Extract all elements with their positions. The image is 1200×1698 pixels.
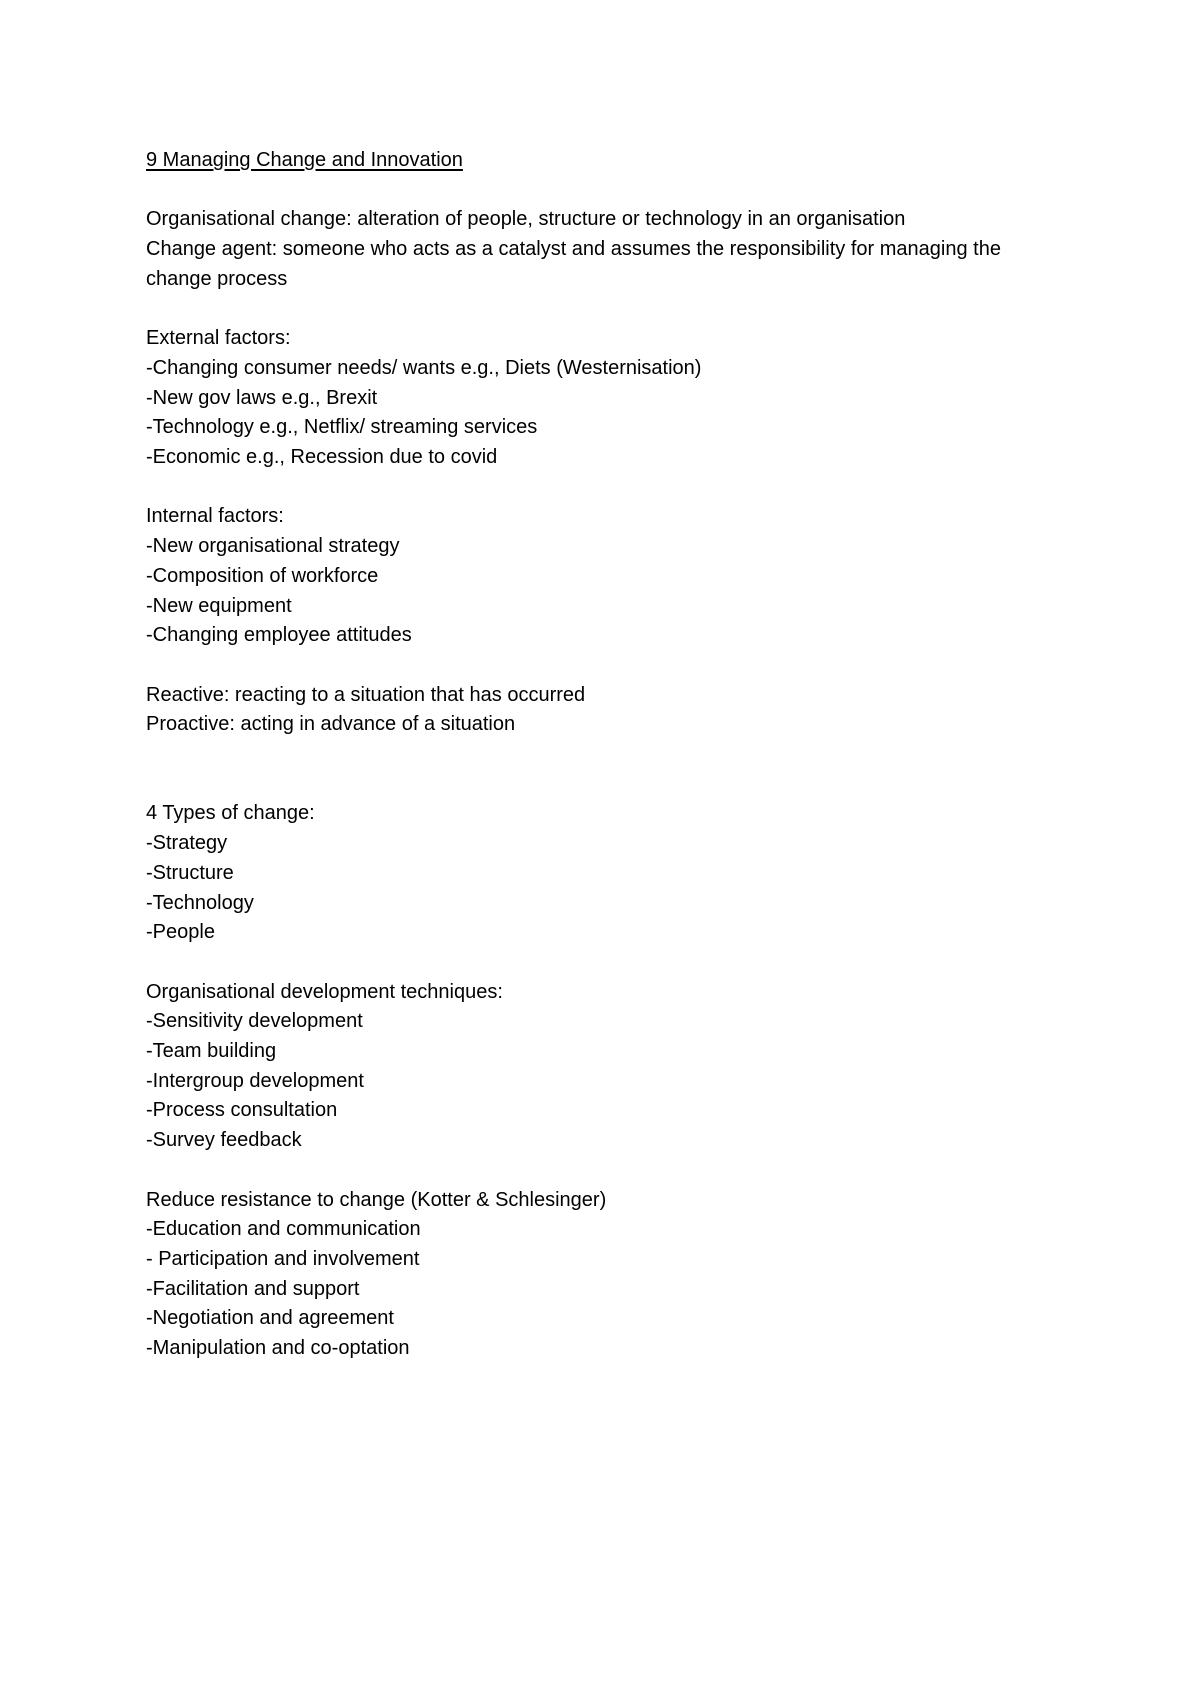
list-item: -Survey feedback <box>146 1129 302 1152</box>
list-item: -Composition of workforce <box>146 564 379 587</box>
list-item: -Process consultation <box>146 1099 338 1122</box>
list-item: -Manipulation and co-optation <box>146 1337 410 1360</box>
reduce-resistance-section <box>146 1186 1066 1364</box>
list-item: -New gov laws e.g., Brexit <box>146 386 378 409</box>
reactive-definition: Reactive: reacting to a situation that has occurred <box>146 683 586 706</box>
list-item: -Technology e.g., Netflix/ streaming services <box>146 416 538 439</box>
list-item: -Education and communication <box>146 1218 421 1241</box>
list-item: -New equipment <box>146 594 292 617</box>
list-item: -Structure <box>146 861 234 884</box>
reduce-resistance-heading: Reduce resistance to change (Kotter & Schlesinger) <box>146 1188 607 1211</box>
list-item: -Facilitation and support <box>146 1277 360 1300</box>
od-techniques-heading: Organisational development techniques: <box>146 980 503 1003</box>
approaches-section <box>146 681 1066 740</box>
list-item: -New organisational strategy <box>146 535 400 558</box>
types-of-change-heading: 4 Types of change: <box>146 802 315 825</box>
list-item: - Participation and involvement <box>146 1247 420 1270</box>
definition-change-agent: Change agent: someone who acts as a catalyst and assumes the responsibility for managing the change process <box>146 238 1007 290</box>
list-item: -Changing consumer needs/ wants e.g., Diets (Westernisation) <box>146 356 702 379</box>
list-item: -People <box>146 921 215 944</box>
list-item: -Strategy <box>146 832 228 855</box>
definition-organisational-change: Organisational change: alteration of people, structure or technology in an organisation <box>146 208 906 231</box>
internal-factors-heading: Internal factors: <box>146 505 284 528</box>
internal-factors-section <box>146 502 1066 651</box>
document-body <box>146 146 1066 1393</box>
types-of-change-section <box>146 799 1066 948</box>
list-item: -Economic e.g., Recession due to covid <box>146 446 498 468</box>
list-item: -Technology <box>146 891 254 914</box>
proactive-definition: Proactive: acting in advance of a situation <box>146 713 516 736</box>
od-techniques-section <box>146 978 1066 1156</box>
list-item: -Intergroup development <box>146 1069 364 1092</box>
list-item: -Changing employee attitudes <box>146 624 412 647</box>
list-item: -Sensitivity development <box>146 1010 363 1033</box>
list-item: -Team building <box>146 1040 277 1062</box>
external-factors-heading: External factors: <box>146 327 291 350</box>
external-factors-section <box>146 324 1066 473</box>
definitions-block <box>146 205 1066 294</box>
document-title: 9 Managing Change and Innovation <box>146 149 463 171</box>
list-item: -Negotiation and agreement <box>146 1307 394 1330</box>
